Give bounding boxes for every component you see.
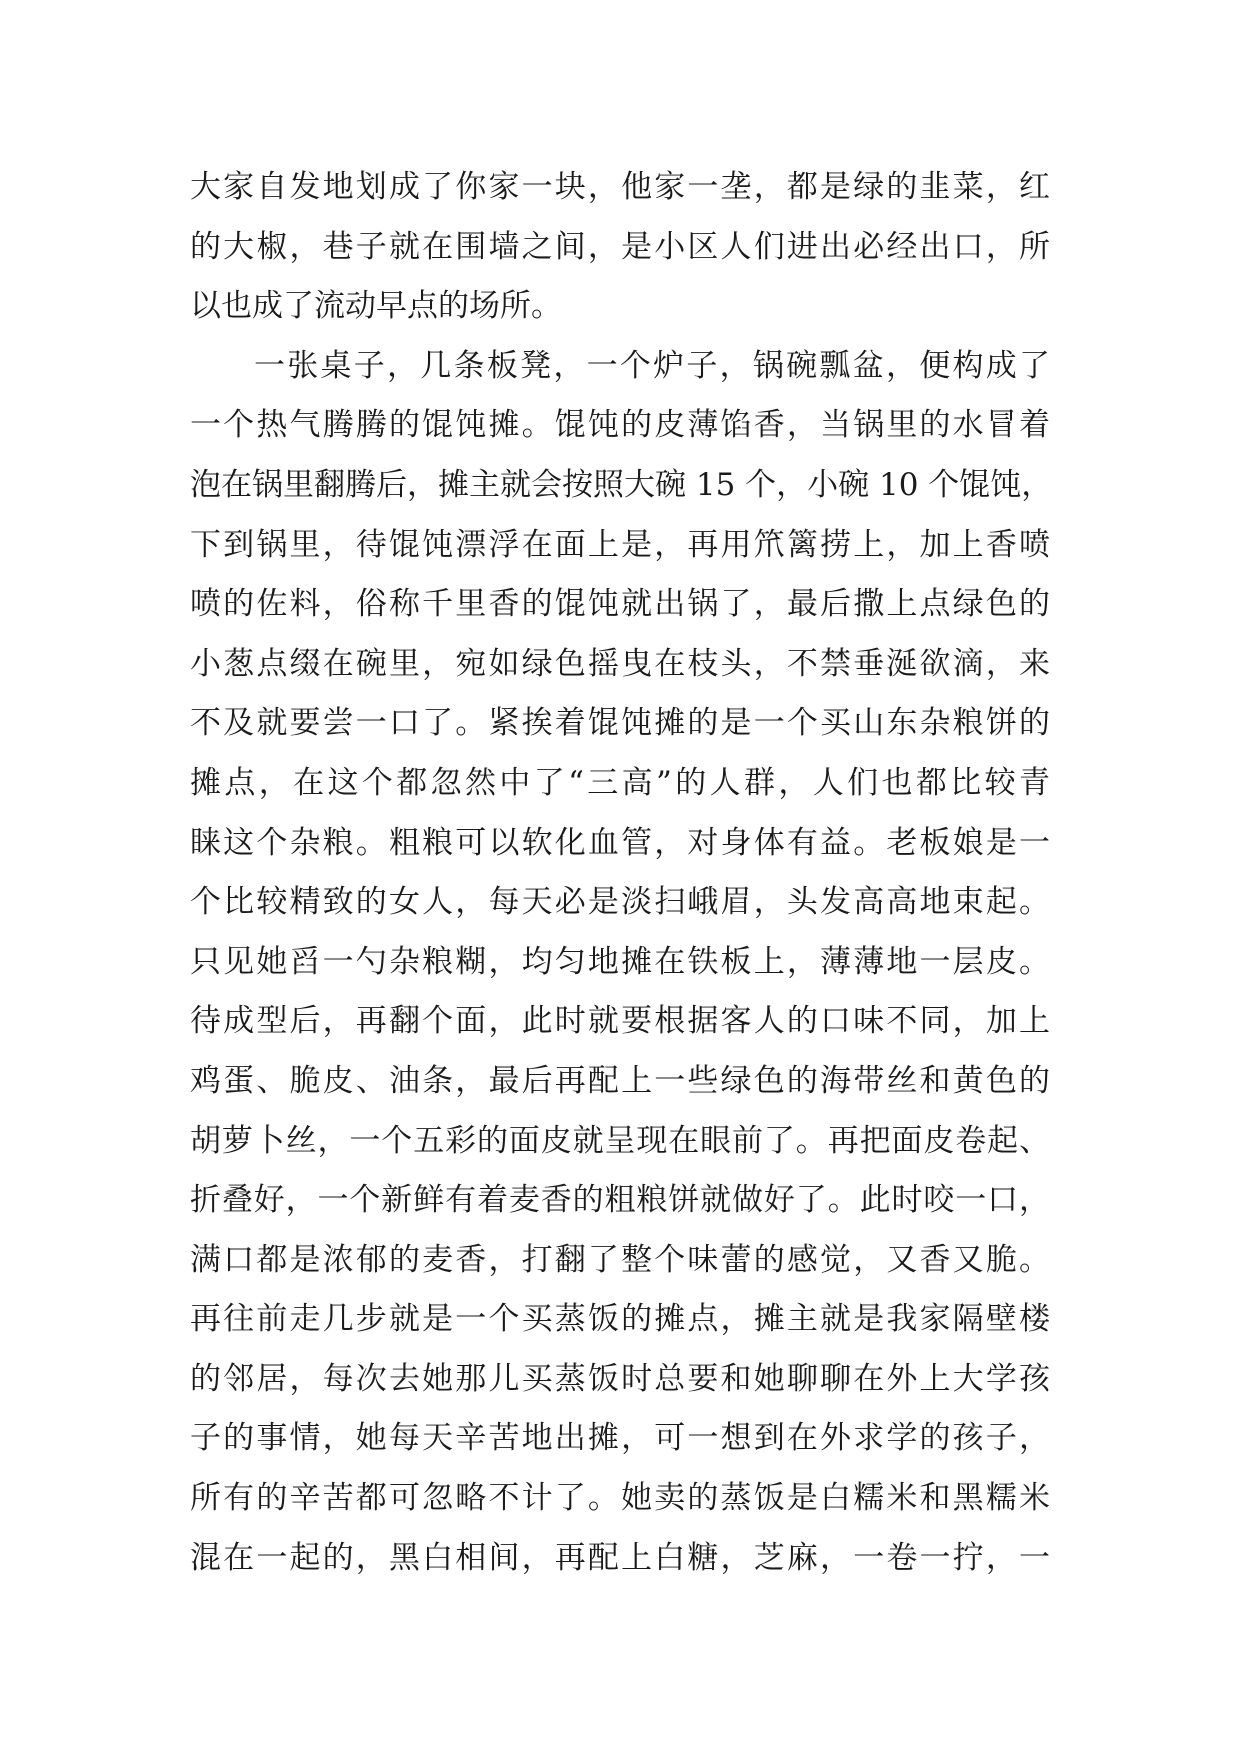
paragraph-first-line: 一张桌子，几条板凳，一个炉子，锅碗瓢盆，便构成了 [254, 347, 1050, 384]
text-line: 所有的辛苦都可忽略不计了。她卖的蒸饭是白糯米和黑糯米 [190, 1480, 1050, 1517]
text-line: 再往前走几步就是一个买蒸饭的摊点，摊主就是我家隔壁楼 [190, 1301, 1050, 1338]
text-line: 满口都是浓郁的麦香，打翻了整个味蕾的感觉，又香又脆。 [190, 1241, 1050, 1278]
text-line: 待成型后，再翻个面，此时就要根据客人的口味不同，加上 [190, 1003, 1050, 1040]
text-line: 混在一起的，黑白相间，再配上白糖，芝麻，一卷一拧，一 [190, 1539, 1050, 1576]
text-line: 以也成了流动早点的场所。 [190, 288, 562, 325]
text-line: 一个热气腾腾的馄饨摊。馄饨的皮薄馅香，当锅里的水冒着 [190, 407, 1050, 444]
text-line: 折叠好，一个新鲜有着麦香的粗粮饼就做好了。此时咬一口， [190, 1182, 1050, 1219]
text-line: 大家自发地划成了你家一块，他家一垄，都是绿的韭菜，红 [190, 169, 1050, 205]
text-line: 的大椒，巷子就在围墙之间，是小区人们进出必经出口，所 [190, 228, 1050, 265]
text-line: 泡在锅里翻腾后，摊主就会按照大碗 15 个，小碗 10 个馄饨， [190, 466, 1053, 503]
text-line: 不及就要尝一口了。紧挨着馄饨摊的是一个买山东杂粮饼的 [190, 705, 1050, 742]
text-line: 喷的佐料，俗称千里香的馄饨就出锅了，最后撒上点绿色的 [190, 586, 1050, 623]
text-line: 子的事情，她每天辛苦地出摊，可一想到在外求学的孩子， [190, 1420, 1050, 1457]
text-line: 鸡蛋、脆皮、油条，最后再配上一些绿色的海带丝和黄色的 [190, 1062, 1050, 1099]
text-line: 小葱点缀在碗里，宛如绿色摇曳在枝头，不禁垂涎欲滴，来 [190, 645, 1050, 682]
text-line: 个比较精致的女人，每天必是淡扫峨眉，头发高高地束起。 [190, 884, 1050, 921]
text-line: 摊点，在这个都忽然中了“三高”的人群，人们也都比较青 [190, 764, 1050, 801]
text-line: 的邻居，每次去她那儿买蒸饭时总要和她聊聊在外上大学孩 [190, 1360, 1050, 1397]
text-line: 胡萝卜丝，一个五彩的面皮就呈现在眼前了。再把面皮卷起、 [190, 1122, 1050, 1159]
text-line: 只见她舀一勺杂粮糊，均匀地摊在铁板上，薄薄地一层皮。 [190, 943, 1050, 980]
body-text [190, 158, 1053, 1588]
text-line: 睐这个杂粮。粗粮可以软化血管，对身体有益。老板娘是一 [190, 824, 1050, 861]
text-line: 下到锅里，待馄饨漂浮在面上是，再用笊篱捞上，加上香喷 [190, 526, 1050, 563]
